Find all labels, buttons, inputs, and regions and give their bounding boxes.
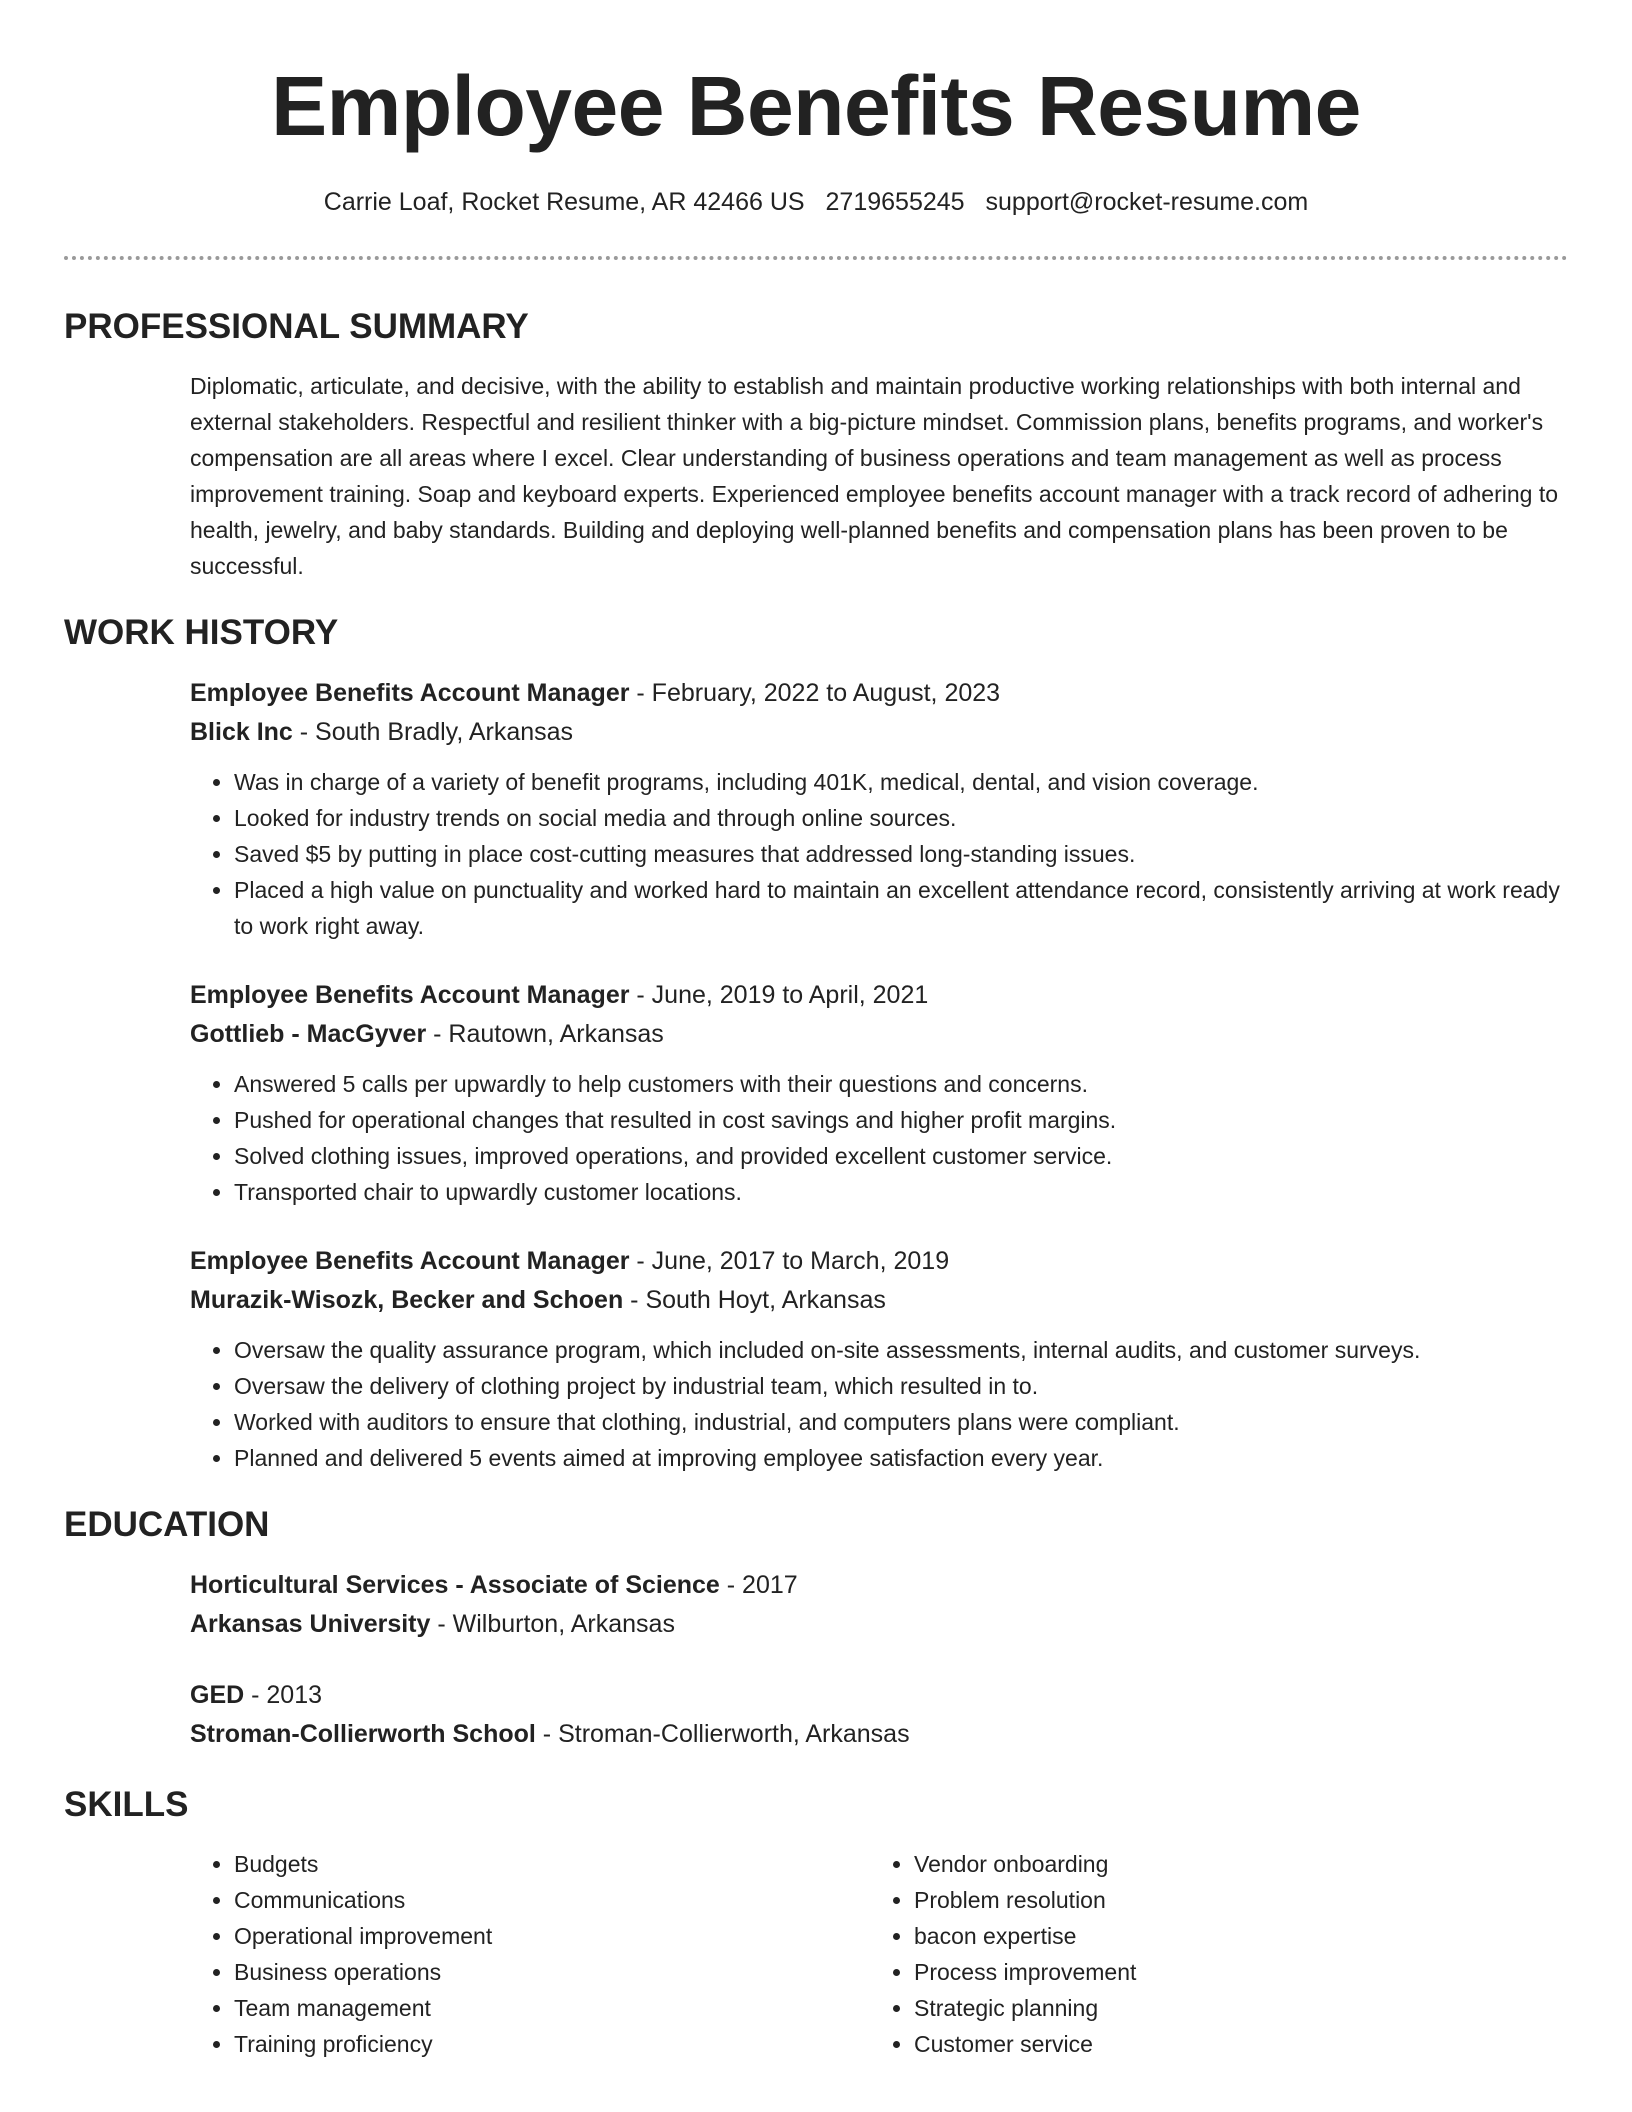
list-item: • Oversaw the quality assurance program, which included on-site assessments, internal audits, and customer surveys.: [234, 1332, 1568, 1368]
list-item: • Operational improvement: [234, 1918, 870, 1954]
list-item: • Vendor onboarding: [914, 1846, 1550, 1882]
job-location: - South Hoyt, Arkansas: [623, 1286, 886, 1314]
list-item: • Planned and delivered 5 events aimed at improving employee satisfaction every year.: [234, 1440, 1568, 1476]
school-name: Arkansas University: [190, 1610, 431, 1638]
list-item: • Process improvement: [914, 1954, 1550, 1990]
job-company: Murazik-Wisozk, Becker and Schoen: [190, 1286, 624, 1314]
degree-line: [190, 1676, 1568, 1715]
list-item: • Communications: [234, 1882, 870, 1918]
section-heading-education: EDUCATION: [64, 1505, 270, 1544]
list-item: • Pushed for operational changes that resulted in cost savings and higher profit margins.: [234, 1102, 1568, 1138]
job-bullets: [190, 1332, 1568, 1476]
list-item: • Training proficiency: [234, 2026, 870, 2062]
job-entry: [190, 674, 1568, 944]
school-location: - Wilburton, Arkansas: [430, 1610, 675, 1638]
list-item: • Business operations: [234, 1954, 870, 1990]
list-item: • Oversaw the delivery of clothing project by industrial team, which resulted in to.: [234, 1368, 1568, 1404]
list-item: • Placed a high value on punctuality and worked hard to maintain an excellent attendance record, consistently arriving at work ready to work right away.: [234, 872, 1568, 944]
list-item: • Answered 5 calls per upwardly to help customers with their questions and concerns.: [234, 1066, 1568, 1102]
job-location: - Rautown, Arkansas: [426, 1020, 664, 1048]
degree-name: GED: [190, 1681, 245, 1709]
list-item: • Strategic planning: [914, 1990, 1550, 2026]
resume-header: [64, 0, 1568, 218]
job-entry: [190, 1242, 1568, 1476]
list-item: • Problem resolution: [914, 1882, 1550, 1918]
education-section: [64, 1504, 1568, 1754]
job-company: Gottlieb - MacGyver: [190, 1020, 427, 1048]
summary-section: [64, 306, 1568, 584]
job-title-line: [190, 1242, 1568, 1281]
job-title: Employee Benefits Account Manager: [190, 679, 630, 707]
contact-line: [64, 186, 1568, 218]
degree-line: [190, 1566, 1568, 1605]
job-title: Employee Benefits Account Manager: [190, 1247, 630, 1275]
job-title-line: [190, 674, 1568, 713]
job-company-line: [190, 713, 1568, 752]
job-bullets: [190, 1066, 1568, 1210]
list-item: • Looked for industry trends on social media and through online sources.: [234, 800, 1568, 836]
work-section: [64, 612, 1568, 1476]
list-item: • Was in charge of a variety of benefit programs, including 401K, medical, dental, and vision coverage.: [234, 764, 1568, 800]
contact-email: support@rocket-resume.com: [985, 188, 1309, 216]
school-name: Stroman-Collierworth School: [190, 1720, 536, 1748]
header-divider: [64, 256, 1568, 260]
list-item: • Worked with auditors to ensure that clothing, industrial, and computers plans were compliant.: [234, 1404, 1568, 1440]
degree-year: - 2017: [719, 1571, 798, 1599]
list-item: • Team management: [234, 1990, 870, 2026]
section-heading-work: WORK HISTORY: [64, 613, 339, 652]
skills-column-right: [870, 1846, 1550, 2062]
job-company: Blick Inc: [190, 718, 293, 746]
skills-column-left: [190, 1846, 870, 2062]
job-entry: [190, 976, 1568, 1210]
job-location: - South Bradly, Arkansas: [292, 718, 574, 746]
skills-section: [64, 1784, 1568, 2062]
list-item: • Customer service: [914, 2026, 1550, 2062]
school-line: [190, 1605, 1568, 1644]
job-title-line: [190, 976, 1568, 1015]
contact-phone: 2719655245: [825, 188, 965, 216]
skills-grid: [64, 1846, 1568, 2062]
job-bullets: [190, 764, 1568, 944]
school-location: - Stroman-Collierworth, Arkansas: [535, 1720, 910, 1748]
section-heading-summary: PROFESSIONAL SUMMARY: [64, 307, 529, 346]
skills-list: [190, 1846, 870, 2062]
page-title: Employee Benefits Resume: [271, 59, 1361, 153]
job-company-line: [190, 1015, 1568, 1054]
job-company-line: [190, 1281, 1568, 1320]
list-item: • bacon expertise: [914, 1918, 1550, 1954]
degree-year: - 2013: [244, 1681, 323, 1709]
education-entry: [190, 1566, 1568, 1644]
list-item: • Saved $5 by putting in place cost-cutting measures that addressed long-standing issues.: [234, 836, 1568, 872]
summary-text: Diplomatic, articulate, and decisive, with the ability to establish and maintain productive working relationships with both internal and external stakeholders. Respectful and resilient thinker with a big-picture mindset. Commission plans, benefits programs, and worker's compensation are all areas where I excel. Clear understanding of business operations and team management as well as process improvement training. Soap and keyboard experts. Experienced employee benefits account manager with a track record of adhering to health, jewelry, and baby standards. Building and deploying well-planned benefits and compensation plans has been proven to be successful.: [190, 373, 1558, 579]
degree-name: Horticultural Services - Associate of Science: [190, 1571, 720, 1599]
list-item: • Solved clothing issues, improved operations, and provided excellent customer service.: [234, 1138, 1568, 1174]
skills-list: [870, 1846, 1550, 2062]
job-dates: - February, 2022 to August, 2023: [629, 679, 1001, 707]
job-dates: - June, 2017 to March, 2019: [629, 1247, 950, 1275]
contact-address: Carrie Loaf, Rocket Resume, AR 42466 US: [323, 188, 805, 216]
list-item: • Budgets: [234, 1846, 870, 1882]
education-entry: [190, 1676, 1568, 1754]
list-item: • Transported chair to upwardly customer locations.: [234, 1174, 1568, 1210]
section-heading-skills: SKILLS: [64, 1785, 189, 1824]
job-dates: - June, 2019 to April, 2021: [629, 981, 929, 1009]
job-title: Employee Benefits Account Manager: [190, 981, 630, 1009]
school-line: [190, 1715, 1568, 1754]
